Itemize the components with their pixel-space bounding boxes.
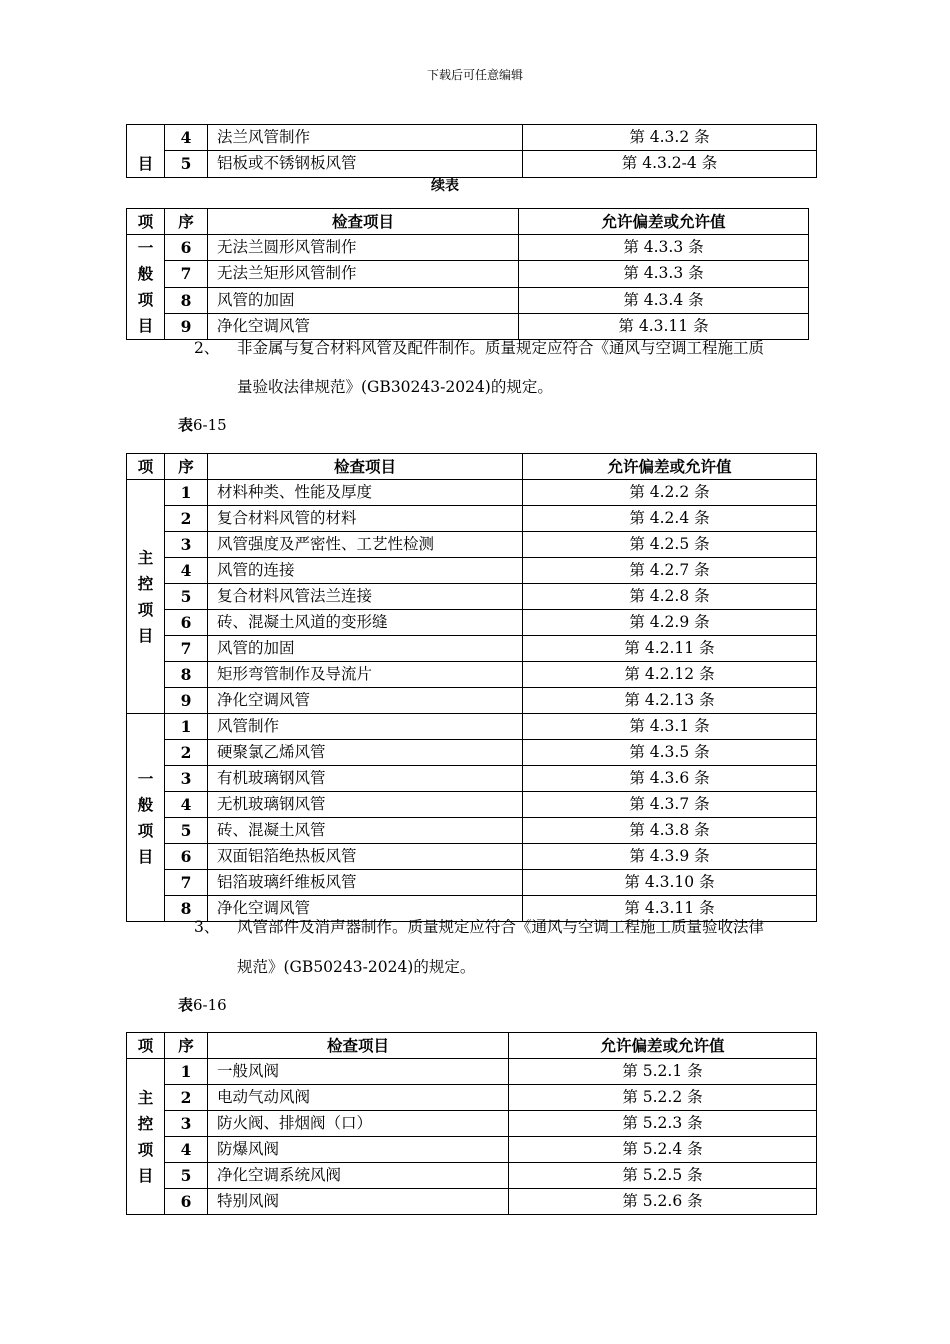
seq-cell: 8	[165, 287, 208, 313]
value-cell: 第 4.3.6 条	[523, 766, 817, 792]
seq-cell: 7	[165, 636, 208, 662]
table-row	[127, 506, 817, 532]
seq-cell: 2	[165, 740, 208, 766]
seq-cell: 5	[165, 584, 208, 610]
value-cell: 第 4.3.7 条	[523, 792, 817, 818]
table-row	[127, 636, 817, 662]
header-category: 项	[127, 209, 165, 235]
value-cell: 第 4.3.3 条	[519, 235, 809, 261]
table-row	[127, 662, 817, 688]
category-cell	[127, 1059, 165, 1215]
table-row	[127, 1111, 817, 1137]
item-cell: 复合材料风管的材料	[208, 506, 523, 532]
table-row	[127, 584, 817, 610]
table-row	[127, 610, 817, 636]
item-cell: 砖、混凝土风道的变形缝	[208, 610, 523, 636]
category-label: 主控项目	[137, 547, 154, 645]
header-seq: 序	[165, 1033, 208, 1059]
value-cell: 第 5.2.4 条	[509, 1137, 817, 1163]
table-label-prefix: 表	[178, 996, 194, 1014]
item-cell: 防火阀、排烟阀（口）	[208, 1111, 509, 1137]
item-cell: 净化空调风管	[208, 688, 523, 714]
paragraph-line-1: 非金属与复合材料风管及配件制作。质量规定应符合《通风与空调工程施工质	[237, 339, 765, 357]
header-seq: 序	[165, 209, 208, 235]
value-cell: 第 4.3.9 条	[523, 844, 817, 870]
table-row	[127, 1085, 817, 1111]
header-item: 检查项目	[208, 454, 523, 480]
item-cell: 风管的连接	[208, 558, 523, 584]
seq-cell: 8	[165, 662, 208, 688]
value-cell: 第 4.3.11 条	[523, 896, 817, 922]
item-cell: 硬聚氯乙烯风管	[208, 740, 523, 766]
item-cell: 材料种类、性能及厚度	[208, 480, 523, 506]
item-cell: 净化空调风管	[208, 313, 519, 339]
table-row	[127, 714, 817, 740]
seq-cell: 2	[165, 506, 208, 532]
value-cell: 第 4.2.8 条	[523, 584, 817, 610]
item-cell: 铝板或不锈钢板风管	[208, 151, 523, 178]
item-cell: 防爆风阀	[208, 1137, 509, 1163]
seq-cell: 4	[165, 792, 208, 818]
item-cell: 无机玻璃钢风管	[208, 792, 523, 818]
item-cell: 法兰风管制作	[208, 125, 523, 151]
value-cell: 第 4.2.9 条	[523, 610, 817, 636]
item-cell: 特别风阀	[208, 1189, 509, 1215]
seq-cell: 8	[165, 896, 208, 922]
item-cell: 砖、混凝土风管	[208, 818, 523, 844]
table-label-prefix: 表	[178, 416, 194, 434]
table-row	[127, 558, 817, 584]
seq-cell: 4	[165, 125, 208, 151]
seq-cell: 6	[165, 1189, 208, 1215]
item-cell: 风管的加固	[208, 636, 523, 662]
item-cell: 净化空调系统风阀	[208, 1163, 509, 1189]
table-row	[127, 480, 817, 506]
continued-label: 续表	[431, 178, 459, 194]
value-cell: 第 5.2.1 条	[509, 1059, 817, 1085]
seq-cell: 4	[165, 1137, 208, 1163]
table-row	[127, 1189, 817, 1215]
table-row	[127, 818, 817, 844]
category-label: 一般项目	[137, 238, 154, 335]
seq-cell: 1	[165, 714, 208, 740]
value-cell: 第 4.3.2-4 条	[523, 151, 817, 178]
table-label-number: 6-15	[193, 416, 227, 434]
item-cell: 铝箔玻璃纤维板风管	[208, 870, 523, 896]
seq-cell: 2	[165, 1085, 208, 1111]
value-cell: 第 4.2.5 条	[523, 532, 817, 558]
table-row	[127, 870, 817, 896]
category-label: 一般项目	[137, 768, 154, 866]
seq-cell: 9	[165, 313, 208, 339]
item-cell: 风管强度及严密性、工艺性检测	[208, 532, 523, 558]
header-seq: 序	[165, 454, 208, 480]
table-row	[127, 844, 817, 870]
table-row	[127, 1163, 817, 1189]
value-cell: 第 4.3.4 条	[519, 287, 809, 313]
header-value: 允许偏差或允许值	[509, 1033, 817, 1059]
paragraph-2-line-2: 量验收法律规范》(GB30243-2024)的规定。	[237, 378, 553, 396]
header-value: 允许偏差或允许值	[523, 454, 817, 480]
table-continued	[126, 208, 809, 340]
table-label-6-15	[178, 414, 227, 435]
value-cell: 第 5.2.2 条	[509, 1085, 817, 1111]
value-cell: 第 4.2.7 条	[523, 558, 817, 584]
value-cell: 第 4.3.1 条	[523, 714, 817, 740]
value-cell: 第 4.3.11 条	[519, 313, 809, 339]
value-cell: 第 4.2.2 条	[523, 480, 817, 506]
table-row	[127, 1059, 817, 1085]
seq-cell: 9	[165, 688, 208, 714]
table-row	[127, 235, 809, 261]
item-cell: 风管的加固	[208, 287, 519, 313]
header-category: 项	[127, 1033, 165, 1059]
category-cell	[127, 125, 165, 151]
seq-cell: 4	[165, 558, 208, 584]
item-cell: 风管制作	[208, 714, 523, 740]
seq-cell: 3	[165, 1111, 208, 1137]
header-item: 检查项目	[208, 1033, 509, 1059]
item-cell: 矩形弯管制作及导流片	[208, 662, 523, 688]
seq-cell: 7	[165, 870, 208, 896]
item-cell: 无法兰圆形风管制作	[208, 235, 519, 261]
page-header: 下载后可任意编辑	[426, 68, 523, 82]
value-cell: 第 4.2.13 条	[523, 688, 817, 714]
header-category: 项	[127, 454, 165, 480]
value-cell: 第 5.2.5 条	[509, 1163, 817, 1189]
table-row	[127, 740, 817, 766]
value-cell: 第 4.2.11 条	[523, 636, 817, 662]
category-cell	[127, 480, 165, 714]
header-value: 允许偏差或允许值	[519, 209, 809, 235]
value-cell: 第 5.2.6 条	[509, 1189, 817, 1215]
paragraph-number: 3、	[194, 918, 220, 936]
item-cell: 电动气动风阀	[208, 1085, 509, 1111]
table-label-6-16	[178, 994, 227, 1015]
table-row	[127, 532, 817, 558]
table-header-row	[127, 454, 817, 480]
value-cell: 第 4.3.5 条	[523, 740, 817, 766]
seq-cell: 5	[165, 818, 208, 844]
table-row	[127, 261, 809, 287]
table-row	[127, 1137, 817, 1163]
seq-cell: 7	[165, 261, 208, 287]
item-cell: 双面铝箔绝热板风管	[208, 844, 523, 870]
table-header-row	[127, 209, 809, 235]
item-cell: 净化空调风管	[208, 896, 523, 922]
paragraph-3-line-2: 规范》(GB50243-2024)的规定。	[237, 958, 476, 976]
table-row	[127, 688, 817, 714]
table-row	[127, 151, 817, 178]
category-cell	[127, 235, 165, 340]
table-row	[127, 125, 817, 151]
seq-cell: 1	[165, 1059, 208, 1085]
item-cell: 一般风阀	[208, 1059, 509, 1085]
table-label-number: 6-16	[193, 996, 227, 1014]
seq-cell: 1	[165, 480, 208, 506]
table-header-row	[127, 1033, 817, 1059]
table-6-15	[126, 453, 817, 922]
category-label: 主控项目	[137, 1087, 154, 1185]
paragraph-line-1: 风管部件及消声器制作。质量规定应符合《通风与空调工程施工质量验收法律	[237, 918, 765, 936]
item-cell: 有机玻璃钢风管	[208, 766, 523, 792]
value-cell: 第 4.2.4 条	[523, 506, 817, 532]
value-cell: 第 4.3.8 条	[523, 818, 817, 844]
value-cell: 第 4.3.10 条	[523, 870, 817, 896]
table-row	[127, 766, 817, 792]
seq-cell: 5	[165, 1163, 208, 1189]
item-cell: 复合材料风管法兰连接	[208, 584, 523, 610]
category-cell: 目	[127, 151, 165, 178]
value-cell: 第 5.2.3 条	[509, 1111, 817, 1137]
table-row	[127, 287, 809, 313]
header-item: 检查项目	[208, 209, 519, 235]
seq-cell: 5	[165, 151, 208, 178]
category-cell	[127, 714, 165, 922]
table-row	[127, 792, 817, 818]
value-cell: 第 4.2.12 条	[523, 662, 817, 688]
seq-cell: 6	[165, 235, 208, 261]
table-6-16	[126, 1032, 817, 1215]
value-cell: 第 4.3.3 条	[519, 261, 809, 287]
seq-cell: 3	[165, 766, 208, 792]
table-continued-fragment	[126, 124, 817, 178]
value-cell: 第 4.3.2 条	[523, 125, 817, 151]
seq-cell: 3	[165, 532, 208, 558]
seq-cell: 6	[165, 844, 208, 870]
seq-cell: 6	[165, 610, 208, 636]
item-cell: 无法兰矩形风管制作	[208, 261, 519, 287]
paragraph-number: 2、	[194, 339, 220, 357]
